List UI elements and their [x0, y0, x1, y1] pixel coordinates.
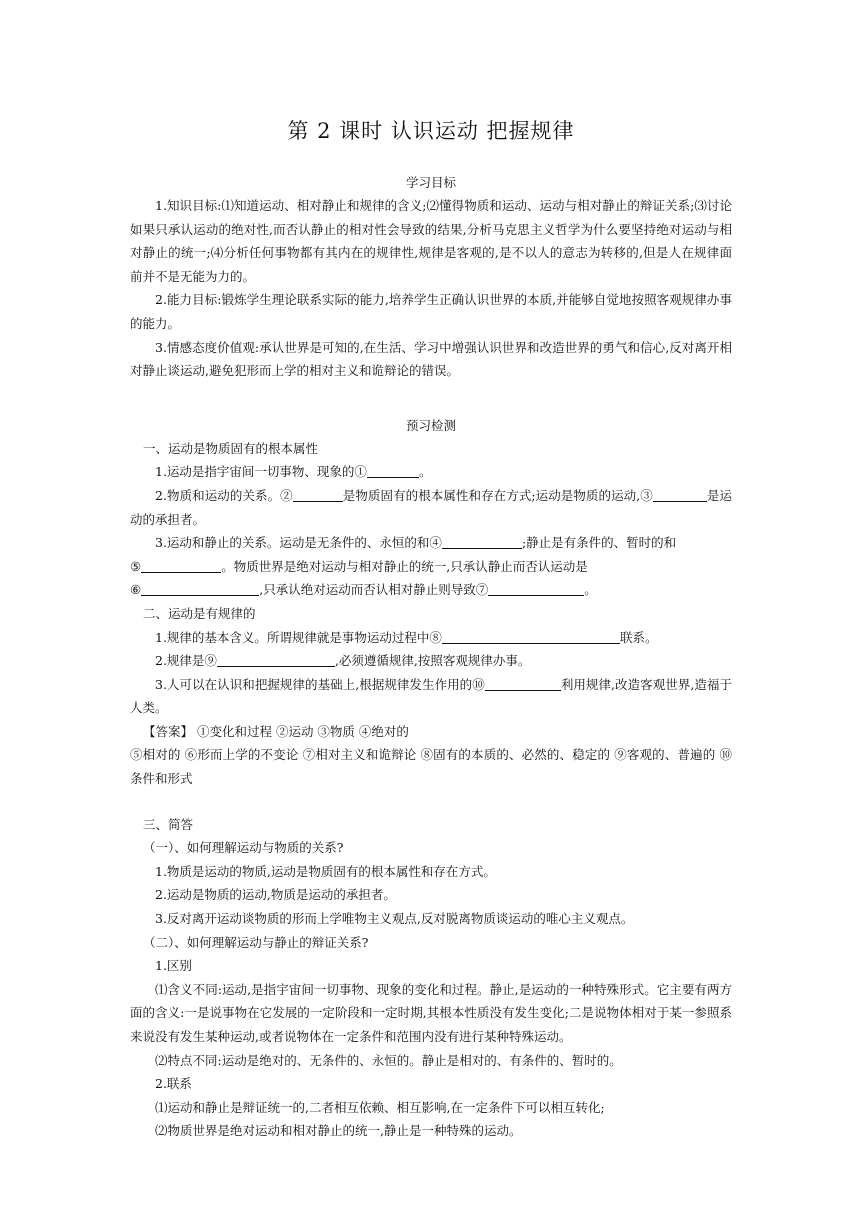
fill-blank-9[interactable] [217, 652, 335, 667]
short-answer-title: 三、简答 [143, 816, 194, 832]
difference-item: ⑴含义不同:运动,是指宇宙间一切事物、现象的变化和过程。静止,是运动的一种特殊形式。它主要有两方面的含义:一是说事物在它发展的一定阶段和一定时期,其根本性质没有发生变化;二是说物体相对于某一参照系来说没有发生某种运动,或者说物体在一定条件和范围内没有进行某种特殊运动。 [130, 981, 732, 1044]
short-answer-q2-title: （二）、如何理解运动与静止的辩证关系? [143, 934, 369, 950]
fill-blank-3[interactable] [653, 487, 707, 502]
fill-blank-1[interactable] [367, 463, 419, 478]
link-title: 2.联系 [155, 1076, 192, 1092]
preview-q6: 3.人可以在认识和把握规律的基础上,根据规律发生作用的⑩ 利用规律,改造客观世界,造福于人类。 [130, 676, 732, 716]
goal-ability: 2.能力目标:锻炼学生理论联系实际的能力,培养学生正确认识世界的本质,并能够自觉地按照客观规律办事的能力。 [130, 292, 732, 331]
answer-label: 【答案】 [143, 723, 194, 739]
preview-q4: 1.规律的基本含义。所谓规律就是事物运动过程中⑧ 联系。 [155, 629, 658, 645]
fill-blank-5[interactable] [141, 558, 221, 573]
fill-blank-6[interactable] [141, 581, 259, 596]
preview-q3: 3.运动和静止的关系。运动是无条件的、永恒的和④ ;静止是有条件的、暂时的和 ⑤ 。物质世界是绝对运动与相对静止的统一,只承认静止而否认运动是 ⑥ ,只承认绝对运动而否认相对静止则导致⑦ 。 [130, 535, 677, 598]
preview-part1-title: 一、运动是物质固有的根本属性 [143, 440, 319, 456]
document-page [130, 0, 732, 1143]
page-title: 第 2 课时 认识运动 把握规律 [287, 119, 575, 143]
link-item: ⑴运动和静止是辩证统一的,二者相互依赖、相互影响,在一定条件下可以相互转化; [155, 1099, 605, 1115]
short-answer-q1-item: 3.反对离开运动谈物质的形而上学唯物主义观点,反对脱离物质谈运动的唯心主义观点。 [155, 911, 634, 927]
answer-line-2: ⑤相对的 ⑥形而上学的不变论 ⑦相对主义和诡辩论 ⑧固有的本质的、必然的、稳定的 ⑨客观的、普遍的 ⑩条件和形式 [130, 747, 732, 787]
link-item: ⑵物质世界是绝对运动和相对静止的统一,静止是一种特殊的运动。 [155, 1123, 522, 1139]
preview-q1: 1.运动是指宇宙间一切事物、现象的① 。 [155, 464, 432, 480]
fill-blank-4[interactable] [442, 534, 522, 549]
fill-blank-2[interactable] [293, 487, 343, 502]
goal-knowledge: 1.知识目标:⑴知道运动、相对静止和规律的含义;⑵懂得物质和运动、运动与相对静止的辩证关系;⑶讨论如果只承认运动的绝对性,而否认静止的相对性会导致的结果,分析马克思主义哲学为什么要坚持绝对运动与相对静止的统一;⑷分析任何事物都有其内在的规律性,规律是客观的,是不以人的意志为转移的,但是人在规律面前并不是无能为力的。 [130, 198, 732, 284]
difference-title: 1.区别 [155, 958, 192, 974]
learning-goals-heading: 学习目标 [405, 175, 456, 190]
difference-item: ⑵特点不同:运动是绝对的、无条件的、永恒的。静止是相对的、有条件的、暂时的。 [155, 1052, 622, 1068]
preview-q5: 2.规律是⑨ ,必须遵循规律,按照客观规律办事。 [155, 653, 531, 669]
fill-blank-7[interactable] [488, 581, 584, 596]
short-answer-q1-item: 2.运动是物质的运动,物质是运动的承担者。 [155, 887, 396, 903]
preview-q2: 2.物质和运动的关系。② 是物质固有的根本属性和存在方式;运动是物质的运动,③ 是运动的承担者。 [130, 487, 732, 527]
fill-blank-8[interactable] [442, 629, 620, 644]
short-answer-q1-item: 1.物质是运动的物质,运动是物质固有的根本属性和存在方式。 [155, 863, 496, 879]
short-answer-q1-title: （一）、如何理解运动与物质的关系? [143, 840, 344, 856]
answer-line-1: ①变化和过程 ②运动 ③物质 ④绝对的 [193, 723, 409, 739]
fill-blank-10[interactable] [485, 676, 561, 691]
goal-attitude: 3.情感态度价值观:承认世界是可知的,在生活、学习中增强认识世界和改造世界的勇气和信心,反对离开相对静止谈运动,避免犯形而上学的相对主义和诡辩论的错误。 [130, 339, 732, 379]
preview-part2-title: 二、运动是有规律的 [143, 605, 256, 621]
answer-block [130, 720, 732, 744]
preview-heading: 预习检测 [405, 417, 456, 433]
